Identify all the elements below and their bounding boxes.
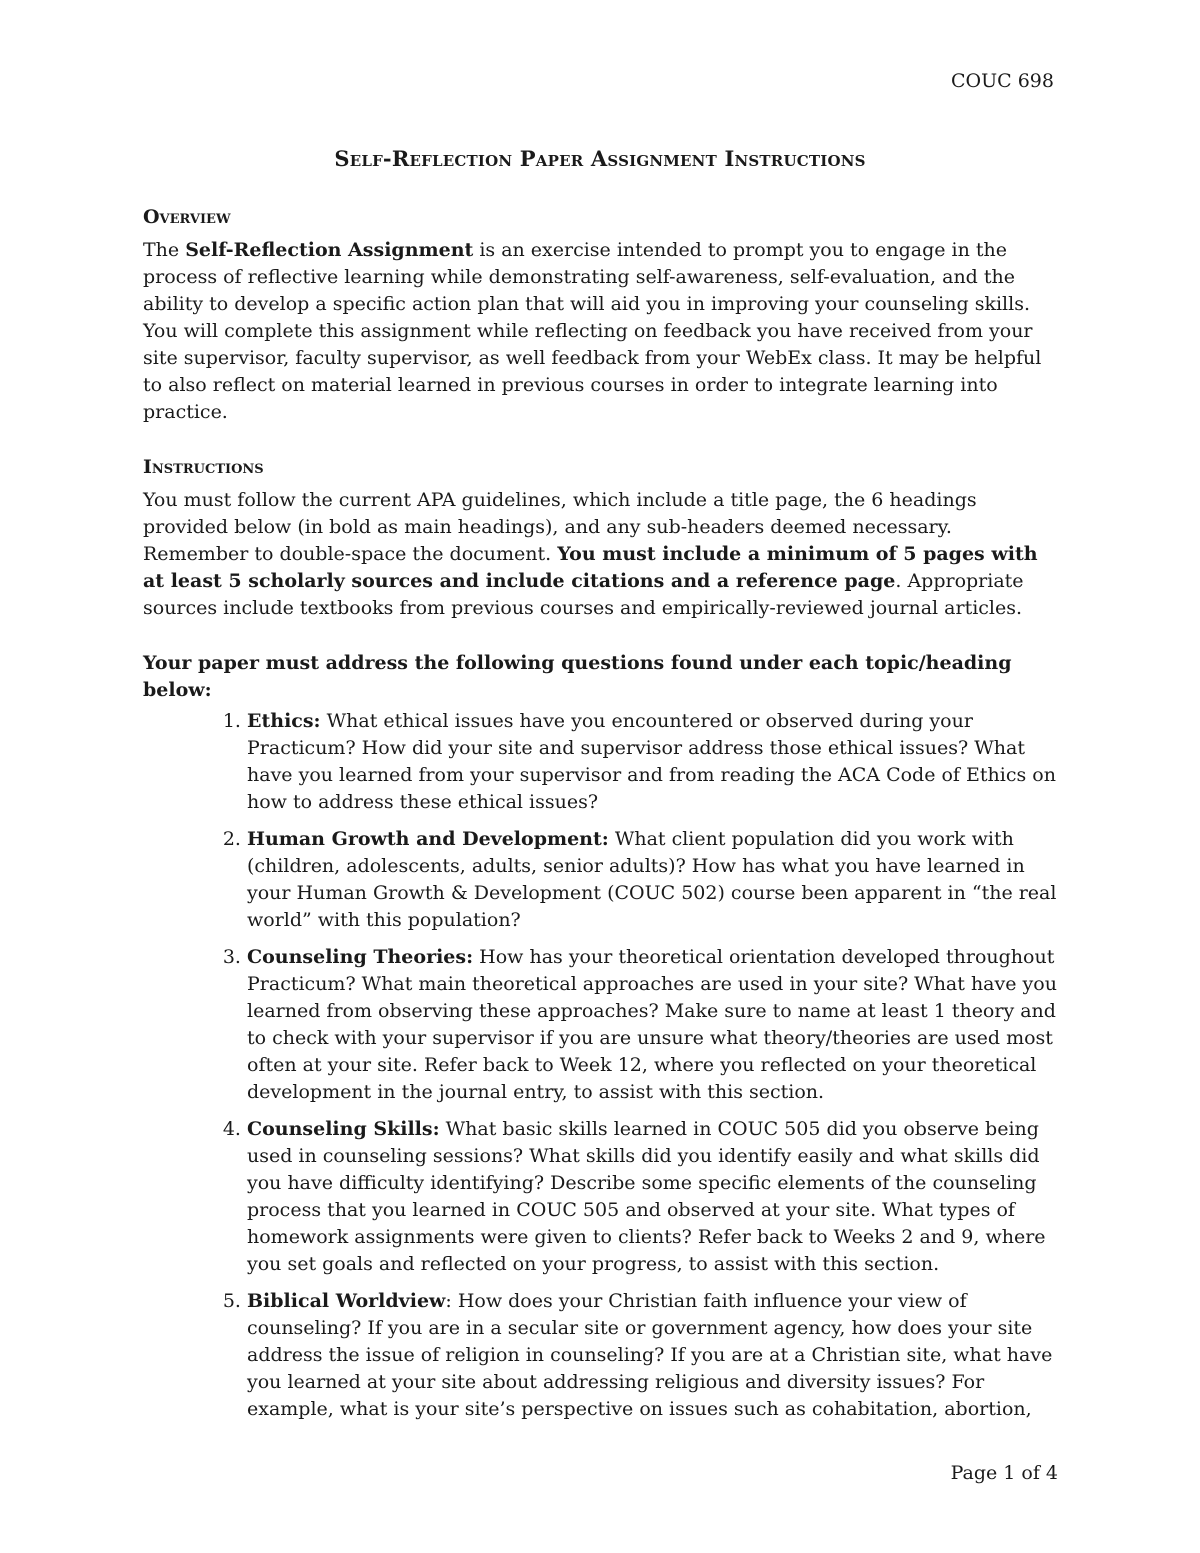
instructions-heading: Instructions — [143, 456, 264, 478]
list-item-text: How has your theoretical orientation developed throughout Practicum? What main theoretical approaches are used in your site? What have you learned from observing these approaches? Make sure to name at least 1 theory and to check with your supervisor if you are unsure what theory/theories are used most often at your site. Refer back to Week 12, where you reflected on your theoretical development in the journal entry, to assist with this section. — [247, 946, 1057, 1103]
page-title: Self-Reflection Paper Assignment Instructions — [334, 146, 866, 171]
list-item-human-growth — [247, 826, 1063, 934]
overview-intro-post: is an exercise intended to prompt you to engage in the process of reflective learning while demonstrating self-awareness, self-evaluation, and the ability to develop a specific action plan that will aid you in improving your counseling skills. You will complete this assignment while reflecting on feedback you have received from your site supervisor, faculty supervisor, as well feedback from your WebEx class. It may be helpful to also reflect on material learned in previous courses in order to integrate learning into practice. — [143, 239, 1042, 423]
instructions-paragraph — [143, 487, 1063, 622]
list-item-label: Human Growth and Development: — [247, 828, 609, 850]
overview-intro-pre: The — [143, 239, 186, 261]
list-item-label: Counseling Skills: — [247, 1118, 440, 1140]
topic-list — [143, 708, 1063, 1423]
page-number: Page 1 of 4 — [950, 1462, 1058, 1484]
list-item-biblical-worldview — [247, 1288, 1063, 1423]
course-code: COUC 698 — [951, 70, 1054, 92]
list-item-label: Ethics: — [247, 710, 321, 732]
overview-heading: Overview — [143, 206, 231, 228]
list-item-text: What client population did you work with (children, adolescents, adults, senior adults)? How has what you have learned in your Human Growth & Development (COUC 502) course been apparent in “the real world” with this population? — [247, 828, 1057, 931]
list-item-label: Counseling Theories: — [247, 946, 474, 968]
overview-paragraph — [143, 237, 1063, 426]
list-heading: Your paper must address the following questions found under each topic/heading below: — [143, 652, 1012, 701]
overview-intro-bold: Self-Reflection Assignment — [185, 239, 474, 261]
document-body — [143, 204, 1063, 1433]
list-item-text: What ethical issues have you encountered or observed during your Practicum? How did your site and supervisor address those ethical issues? What have you learned from your supervisor and from reading the ACA Code of Ethics on how to address these ethical issues? — [247, 710, 1056, 813]
instructions-para-bold: You must include a minimum of 5 pages with at least 5 scholarly sources and include citations and a reference page — [143, 543, 1038, 592]
instructions-para-post: . Appropriate sources include textbooks from previous courses and empirically-reviewed journal articles. — [143, 570, 1024, 619]
instructions-para-pre: You must follow the current APA guidelines, which include a title page, the 6 headings provided below (in bold as main headings), and any sub-headers deemed necessary. Remember to double-space the document. — [143, 489, 977, 565]
list-item-text: : How does your Christian faith influence your view of counseling? If you are in a secular site or government agency, how does your site address the issue of religion in counseling? If you are at a Christian site, what have you learned at your site about addressing religious and diversity issues? For example, what is your site’s perspective on issues such as cohabitation, abortion, — [247, 1290, 1053, 1420]
list-item-label: Biblical Worldview — [247, 1290, 446, 1312]
list-item-counseling-theories — [247, 944, 1063, 1106]
list-item-ethics — [247, 708, 1063, 816]
list-item-text: What basic skills learned in COUC 505 did you observe being used in counseling sessions? What skills did you identify easily and what skills did you have difficulty identifying? Describe some specific elements of the counseling process that you learned in COUC 505 and observed at your site. What types of homework assignments were given to clients? Refer back to Weeks 2 and 9, where you set goals and reflected on your progress, to assist with this section. — [247, 1118, 1046, 1275]
list-item-counseling-skills — [247, 1116, 1063, 1278]
